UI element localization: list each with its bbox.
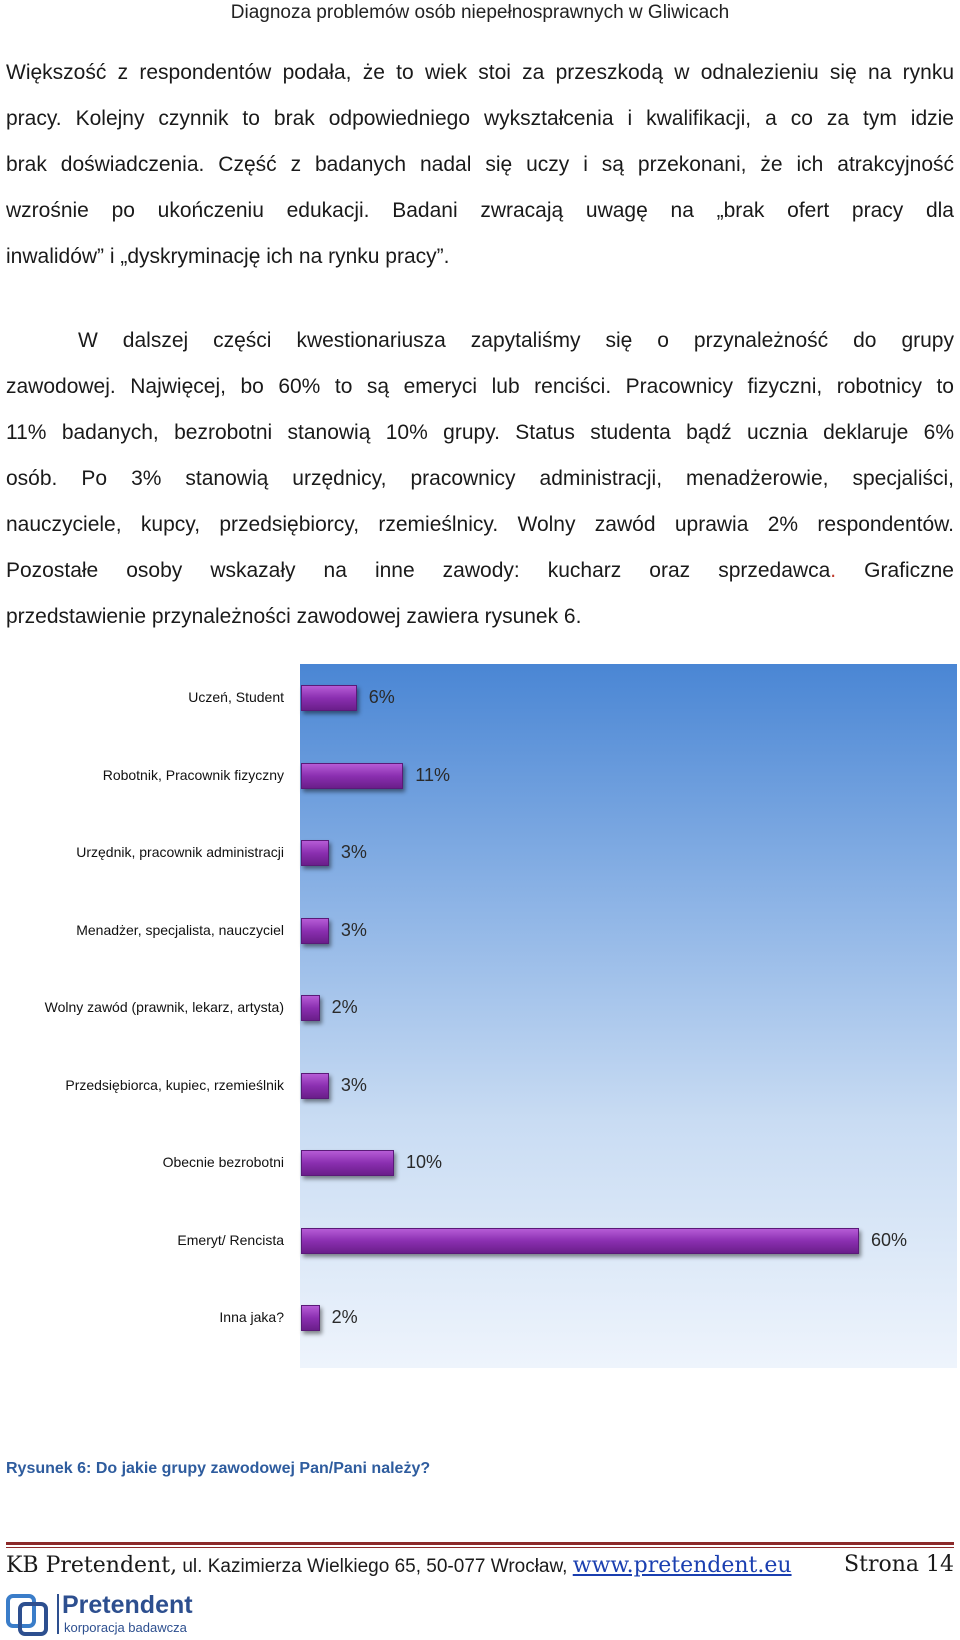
paragraph-line-text: W dalszej części kwestionariusza zapytaliśmy się o przynależność do grupy (78, 329, 954, 352)
bar (301, 1228, 859, 1254)
paragraph-line: pracy. Kolejny czynnik to brak odpowiedniego wykształcenia i kwalifikacji, a co za tym idzie (6, 107, 954, 130)
red-period: . (830, 559, 837, 582)
data-label: 11% (415, 764, 450, 785)
paragraph-line: przedstawienie przynależności zawodowej zawiera rysunek 6. (6, 605, 582, 628)
category-label: Inna jaka? (219, 1309, 284, 1325)
data-label: 6% (368, 687, 395, 707)
paragraph-line: zawodowej. Najwięcej, bo 60% to są emeryci lub renciści. Pracownicy fizyczni, robotnicy to (6, 375, 954, 398)
bar (301, 918, 329, 944)
footer-divider-thin (6, 1547, 954, 1548)
paragraph-line (6, 318, 954, 364)
paragraph-line-tail: Graficzne (836, 559, 954, 582)
footer-divider (6, 1542, 954, 1545)
paragraph-line: inwalidów” i „dyskryminację ich na rynku pracy”. (6, 245, 450, 268)
paragraph-line-text: Pozostałe osoby wskazały na inne zawody: kucharz oraz sprzedawca (6, 559, 831, 582)
footer-address: ul. Kazimierza Wielkiego 65, 50-077 Wrocław, (177, 1556, 573, 1577)
footer-company: KB Pretendent, (6, 1553, 178, 1578)
data-label: 3% (340, 1074, 367, 1095)
bar (301, 995, 320, 1021)
data-label: 3% (340, 919, 367, 940)
paragraph-line: 11% badanych, bezrobotni stanowią 10% grupy. Status studenta bądź ucznia deklaruje 6% (6, 421, 954, 444)
paragraph-line: osób. Po 3% stanowią urzędnicy, pracownicy administracji, menadżerowie, specjaliści, (6, 467, 954, 490)
logo-name: Pretendent (62, 1591, 193, 1619)
category-label: Przedsiębiorca, kupiec, rzemieślnik (65, 1076, 284, 1093)
bar (301, 685, 357, 711)
data-label: 3% (340, 842, 367, 862)
category-label: Uczeń, Student (188, 689, 284, 705)
bar (301, 1305, 320, 1331)
logo-subtitle: korporacja badawcza (64, 1620, 187, 1635)
occupation-bar-chart (0, 664, 960, 1368)
category-label: Robotnik, Pracownik fizyczny (102, 766, 284, 783)
paragraph-line: nauczyciele, kupcy, przedsiębiorcy, rzemieślnicy. Wolny zawód uprawia 2% respondentów. (6, 513, 954, 536)
category-label: Menadżer, specjalista, nauczyciel (76, 921, 284, 938)
bar (301, 1150, 394, 1176)
data-label: 2% (331, 1307, 358, 1327)
data-label: 10% (406, 1152, 443, 1172)
page-header: Diagnoza problemów osób niepełnosprawnych w Gliwicach (230, 2, 730, 23)
footer-website-link[interactable]: www.pretendent.eu (572, 1553, 792, 1578)
paragraph-line: wzrośnie po ukończeniu edukacji. Badani zwracają uwagę na „brak ofert pracy dla (6, 199, 954, 222)
data-label: 60% (871, 1229, 908, 1250)
bar (301, 1073, 329, 1099)
bar (301, 840, 329, 866)
figure-caption: Rysunek 6: Do jakie grupy zawodowej Pan/Pani należy? (6, 1460, 431, 1477)
paragraph-line: Większość z respondentów podała, że to wiek stoi za przeszkodą w odnalezieniu się na rynku (6, 61, 954, 84)
page-number: Strona 14 (844, 1552, 954, 1577)
category-label: Wolny zawód (prawnik, lekarz, artysta) (44, 999, 284, 1015)
paragraph-line: brak doświadczenia. Część z badanych nadal się uczy i są przekonani, że ich atrakcyjność (6, 153, 954, 176)
paragraph-2 (6, 318, 954, 640)
bar (301, 763, 403, 789)
category-label: Obecnie bezrobotni (162, 1154, 284, 1170)
paragraph-line (6, 548, 954, 594)
category-label: Emeryt/ Rencista (177, 1231, 284, 1248)
paragraph-1 (6, 50, 954, 280)
data-label: 2% (331, 997, 358, 1017)
category-label: Urzędnik, pracownik administracji (76, 844, 284, 860)
page-footer (6, 1552, 954, 1588)
